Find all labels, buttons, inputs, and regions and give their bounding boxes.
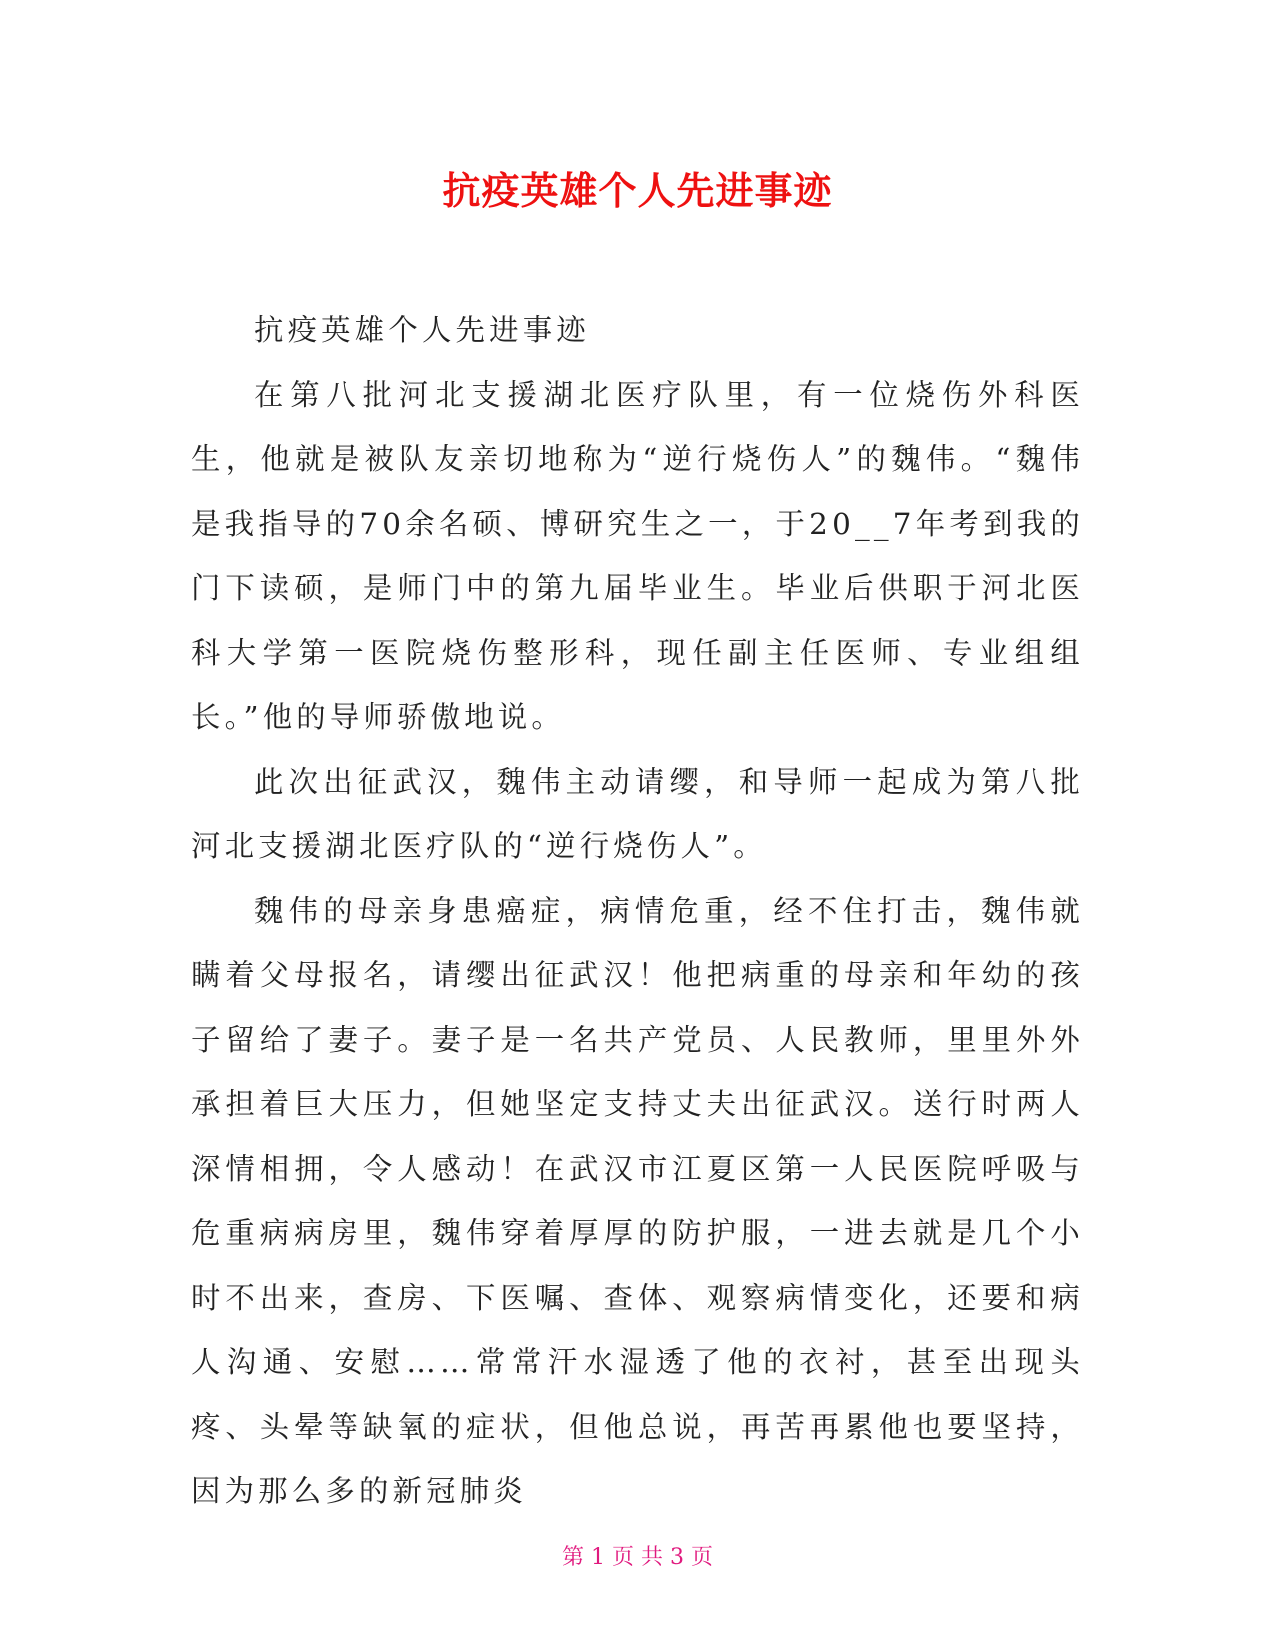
document-body xyxy=(191,298,1084,1524)
paragraph: 魏伟的母亲身患癌症，病情危重，经不住打击，魏伟就瞒着父母报名，请缨出征武汉！他把病重的母亲和年幼的孩子留给了妻子。妻子是一名共产党员、人民教师，里里外外承担着巨大压力，但她坚定支持丈夫出征武汉。送行时两人深情相拥，令人感动！在武汉市江夏区第一人民医院呼吸与危重病病房里，魏伟穿着厚厚的防护服，一进去就是几个小时不出来，查房、下医嘱、查体、观察病情变化，还要和病人沟通、安慰……常常汗水湿透了他的衣衬，甚至出现头疼、头晕等缺氧的症状，但他总说，再苦再累他也要坚持，因为那么多的新冠肺炎 xyxy=(191,893,1084,1508)
paragraph-subtitle: 抗疫英雄个人先进事迹 xyxy=(254,313,590,347)
document-title: 抗疫英雄个人先进事迹 xyxy=(442,169,833,213)
paragraph: 此次出征武汉，魏伟主动请缨，和导师一起成为第八批河北支援湖北医疗队的“逆行烧伤人”。 xyxy=(191,764,1084,863)
page-footer: 第 1 页 共 3 页 xyxy=(562,1545,713,1570)
paragraph: 在第八批河北支援湖北医疗队里，有一位烧伤外科医生，他就是被队友亲切地称为“逆行烧伤人”的魏伟。“魏伟是我指导的70余名硕、博研究生之一，于20__7年考到我的门下读硕，是师门中的第九届毕业生。毕业后供职于河北医科大学第一医院烧伤整形科，现任副主任医师、专业组组长。”他的导师骄傲地说。 xyxy=(191,377,1084,734)
